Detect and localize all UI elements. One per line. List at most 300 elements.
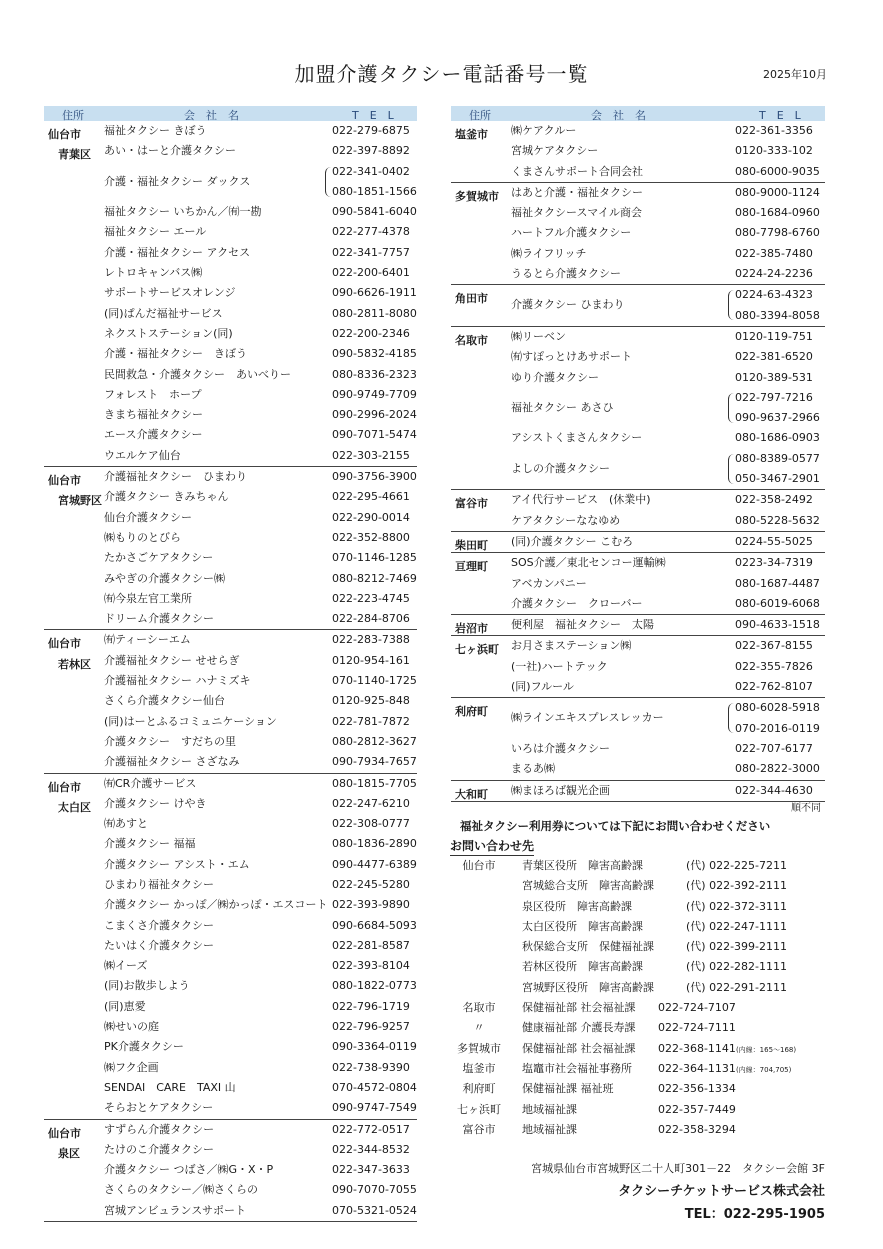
area-name: 富谷市 <box>455 497 488 511</box>
company-name: まるあ㈱ <box>511 762 555 776</box>
phone-number: 090-7070-7055 <box>332 1183 417 1197</box>
list-item <box>44 630 417 650</box>
inquiry-phone-number: (代) 022-282-1111 <box>686 960 788 974</box>
company-name: 介護タクシー クローバー <box>511 596 643 610</box>
area-section <box>44 467 417 630</box>
phone-number: 022-281-8587 <box>332 938 410 952</box>
area-name: 宮城野区 <box>58 494 102 508</box>
phone-number: 0120-389-531 <box>735 370 813 384</box>
list-item <box>451 121 825 141</box>
inquiry-row <box>450 876 850 896</box>
phone-number: 080-8212-7469 <box>332 571 417 585</box>
company-name: ㈲今泉左官工業所 <box>104 591 192 605</box>
area-section <box>451 285 825 327</box>
inquiry-office: 秋保総合支所 保健福祉課 <box>522 940 654 954</box>
company-name: 福祉タクシースマイル商会 <box>511 206 643 220</box>
list-item <box>451 615 825 635</box>
company-name: いろは介護タクシー <box>511 741 610 755</box>
company-name: こまくさ介護タクシー <box>104 918 214 932</box>
phone-number: 022-762-8107 <box>735 680 813 694</box>
inquiry-city: 富谷市 <box>462 1122 496 1136</box>
list-item <box>44 405 417 425</box>
phone-number: 0120-119-751 <box>735 329 813 343</box>
phone-number: 080-1684-0960 <box>735 206 820 220</box>
company-name: 介護福祉タクシー ハナミズキ <box>104 674 251 688</box>
phone-number: 080-1851-1566 <box>332 184 417 198</box>
inquiry-row <box>450 1120 850 1140</box>
list-item <box>44 1058 417 1078</box>
inquiry-row <box>450 856 850 876</box>
phone-number: 022-397-8892 <box>332 144 410 158</box>
phone-number: 080-2811-8080 <box>332 306 417 320</box>
inquiry-city: 塩釜市 <box>462 1061 496 1075</box>
inquiry-row <box>450 1079 850 1099</box>
phone-number: 022-797-7216 <box>735 390 813 404</box>
phone-number: 022-772-0517 <box>332 1122 410 1136</box>
inquiry-city: 七ヶ浜町 <box>457 1102 501 1116</box>
left-column <box>44 106 417 1222</box>
area-section <box>451 121 825 183</box>
inquiry-city: 利府町 <box>462 1082 496 1096</box>
phone-number: 022-781-7872 <box>332 714 410 728</box>
area-section <box>44 630 417 773</box>
list-item <box>44 1140 417 1160</box>
company-name: PK介護タクシー <box>104 1040 184 1054</box>
phone-number: 022-341-7757 <box>332 245 410 259</box>
phone-number: 022-344-4630 <box>735 783 813 797</box>
phone-number: 022-308-0777 <box>332 817 410 831</box>
list-item <box>44 425 417 445</box>
list-item <box>44 916 417 936</box>
phone-number: 0120-333-102 <box>735 144 813 158</box>
company-name: ドリーム介護タクシー <box>104 612 214 626</box>
inquiry-extension: (内線：704,705) <box>735 1065 792 1074</box>
phone-number: 090-9637-2966 <box>735 411 820 425</box>
inquiry-title: 福祉タクシー利用券については下記にお問い合わせください <box>460 819 771 833</box>
inquiry-phone-number: 022-356-1334 <box>658 1082 736 1096</box>
list-item <box>451 594 825 614</box>
inquiry-office: 地域福祉課 <box>522 1102 577 1116</box>
inquiry-office: 宮城野区役所 障害高齢課 <box>522 980 654 994</box>
list-item <box>44 834 417 854</box>
company-name: ㈲CR介護サービス <box>104 776 197 790</box>
list-item <box>44 141 417 161</box>
list-item <box>44 487 417 507</box>
list-item <box>44 1180 417 1200</box>
company-name: 介護・福祉タクシー アクセス <box>104 245 251 259</box>
company-name: 介護・福祉タクシー きぼう <box>104 347 247 361</box>
company-name: 介護タクシー つばさ／㈱G・X・P <box>104 1163 274 1177</box>
list-item <box>44 1160 417 1180</box>
company-name: 介護福祉タクシー せせらぎ <box>104 653 240 667</box>
list-item <box>451 781 825 801</box>
list-item <box>44 202 417 222</box>
phone-number: 070-1146-1285 <box>332 551 417 565</box>
list-item <box>451 162 825 182</box>
area-section <box>451 636 825 698</box>
company-name: ㈲あすと <box>104 817 148 831</box>
phone-number: 090-6684-5093 <box>332 918 417 932</box>
phone-number: 080-6028-5918 <box>735 701 820 715</box>
company-name: たかさごケアタクシー <box>104 551 214 565</box>
list-item <box>44 385 417 405</box>
phone-number: 090-4633-1518 <box>735 618 820 632</box>
phone-number: 080-8389-0577 <box>735 451 820 465</box>
inquiry-phone-number: (代) 022-399-2111 <box>686 940 788 954</box>
phone-number: 080-1815-7705 <box>332 776 417 790</box>
phone-number: 0224-55-5025 <box>735 534 813 548</box>
list-item <box>451 141 825 161</box>
area-name: 岩沼市 <box>455 622 488 636</box>
inquiry-office: 地域福祉課 <box>522 1122 577 1136</box>
company-name: (同)ぱんだ福祉サービス <box>104 306 223 320</box>
company-name: ひまわり福祉タクシー <box>104 877 214 891</box>
left-table-body <box>44 121 417 1222</box>
company-name: はあと介護・福祉タクシー <box>511 185 643 199</box>
list-item <box>451 532 825 552</box>
area-name: 名取市 <box>455 333 488 347</box>
list-item <box>44 936 417 956</box>
company-name: ㈱もりのとびら <box>104 530 181 544</box>
inquiry-phone-number: (代) 022-225-7211 <box>686 859 788 872</box>
list-item <box>44 446 417 466</box>
list-item <box>44 528 417 548</box>
phone-number: 022-295-4661 <box>332 490 410 504</box>
area-name: 柴田町 <box>455 538 488 552</box>
inquiry-office: 塩竈市社会福祉事務所 <box>522 1061 632 1075</box>
phone-number: 080-7798-6760 <box>735 226 820 240</box>
company-name: ウエルケア仙台 <box>104 448 181 462</box>
phone-number: 0120-954-161 <box>332 653 410 667</box>
area-name: 塩釜市 <box>455 128 488 141</box>
inquiry-office: 太白区役所 障害高齢課 <box>522 919 643 933</box>
area-section <box>451 532 825 553</box>
phone-number: 022-200-2346 <box>332 326 410 340</box>
inquiry-office: 若林区役所 障害高齢課 <box>522 960 643 974</box>
inquiry-row <box>450 978 850 998</box>
inquiry-phone <box>686 917 787 937</box>
inquiry-phone <box>686 856 787 876</box>
inquiry-phone-number: 022-724-7111 <box>658 1021 736 1035</box>
company-name: たけのこ介護タクシー <box>104 1142 214 1156</box>
phone-number: 090-4477-6389 <box>332 857 417 871</box>
phone-number: 022-352-8800 <box>332 530 410 544</box>
list-item <box>451 759 825 779</box>
phone-number: 022-303-2155 <box>332 448 410 462</box>
table-header <box>44 106 417 121</box>
list-item <box>451 285 825 326</box>
list-item <box>44 162 417 203</box>
area-section <box>451 490 825 532</box>
list-item <box>44 365 417 385</box>
phone-number: 022-385-7480 <box>735 246 813 260</box>
company-name: 介護福祉タクシー さざなみ <box>104 755 240 769</box>
list-item <box>44 243 417 263</box>
company-name: さくら介護タクシー仙台 <box>104 694 225 708</box>
phone-number: 022-290-0014 <box>332 510 410 524</box>
brace <box>728 290 735 320</box>
list-item <box>451 677 825 697</box>
inquiry-row <box>450 1100 850 1120</box>
list-item <box>44 1120 417 1140</box>
company-name: 介護・福祉タクシー ダックス <box>104 174 251 188</box>
company-name: みやぎの介護タクシー㈱ <box>104 571 225 585</box>
inquiry-phone-number: (代) 022-247-1111 <box>686 919 788 933</box>
area-name: 利府町 <box>455 705 488 719</box>
inquiry-phone <box>658 1100 736 1120</box>
list-item <box>451 739 825 759</box>
list-item <box>451 264 825 284</box>
header-tel: T E L <box>352 109 394 122</box>
company-name: あい・はーと介護タクシー <box>104 144 236 158</box>
order-note: 順不同 <box>791 803 821 814</box>
phone-number: 022-341-0402 <box>332 164 410 178</box>
list-item <box>44 732 417 752</box>
inquiry-phone-number: 022-357-7449 <box>658 1102 736 1116</box>
phone-number: 022-277-4378 <box>332 225 410 239</box>
phone-number: 022-393-8104 <box>332 959 410 973</box>
right-column <box>451 106 825 802</box>
company-name: 介護タクシー きみちゃん <box>104 490 229 504</box>
company-name: サポートサービスオレンジ <box>104 286 236 300</box>
phone-number: 080-8336-2323 <box>332 367 417 381</box>
company-name: ㈲すぽっとけあサポート <box>511 350 632 364</box>
inquiry-phone <box>686 957 787 977</box>
list-item <box>451 511 825 531</box>
phone-number: 090-2996-2024 <box>332 408 417 422</box>
company-name: うるとら介護タクシー <box>511 267 621 281</box>
list-item <box>44 855 417 875</box>
phone-number: 090-6626-1911 <box>332 286 417 300</box>
inquiry-extension: (内線：165～168) <box>735 1045 797 1054</box>
area-name: 仙台市 <box>48 128 81 141</box>
inquiry-phone <box>658 1120 736 1140</box>
company-name: 福祉タクシー きぼう <box>104 124 207 137</box>
inquiry-office: 青葉区役所 障害高齢課 <box>522 859 643 872</box>
company-name: 宮城アンビュランスサポート <box>104 1203 247 1217</box>
list-item <box>451 223 825 243</box>
brace <box>728 703 735 733</box>
inquiry-phone-number: 022-724-7107 <box>658 1001 736 1015</box>
inquiry-phone-number: 022-368-1141 <box>658 1041 736 1055</box>
list-item <box>44 956 417 976</box>
issue-date: 2025年10月 <box>763 68 827 81</box>
company-name: 介護タクシー けやき <box>104 796 207 810</box>
list-item <box>451 698 825 739</box>
company-name: エース介護タクシー <box>104 428 203 442</box>
list-item <box>44 774 417 794</box>
phone-number: 0223-34-7319 <box>735 556 813 570</box>
phone-number: 0224-24-2236 <box>735 267 813 281</box>
inquiry-row <box>450 1018 850 1038</box>
area-name: 若林区 <box>58 657 91 671</box>
phone-number: 022-367-8155 <box>735 639 813 653</box>
phone-number: 090-3756-3900 <box>332 470 417 484</box>
list-item <box>44 283 417 303</box>
list-item <box>451 490 825 510</box>
area-section <box>451 183 825 285</box>
phone-number: 080-5228-5632 <box>735 513 820 527</box>
phone-number: 022-200-6401 <box>332 266 410 280</box>
inquiry-row <box>450 1059 850 1079</box>
inquiry-phone <box>658 1079 736 1099</box>
phone-number: 090-5841-6040 <box>332 205 417 219</box>
phone-number: 090-7071-5474 <box>332 428 417 442</box>
inquiry-phone <box>686 978 787 998</box>
company-name: 介護タクシー すだちの里 <box>104 734 236 748</box>
company-name: ㈱ラインエキスプレスレッカー <box>511 711 664 725</box>
company-name: 便利屋 福祉タクシー 太陽 <box>511 618 654 632</box>
company-name: アイ代行サービス (休業中) <box>511 493 651 507</box>
inquiry-list <box>450 856 850 1140</box>
inquiry-office: 泉区役所 障害高齢課 <box>522 899 632 913</box>
list-item <box>451 183 825 203</box>
company-name: 福祉タクシー いちかん／㈲一勘 <box>104 205 262 219</box>
list-item <box>44 569 417 589</box>
company-name: アシストくまさんタクシー <box>511 431 643 445</box>
company-name: 介護タクシー アシスト・エム <box>104 857 250 871</box>
company-name: すずらん介護タクシー <box>104 1122 215 1136</box>
list-item <box>451 636 825 656</box>
list-item <box>44 1098 417 1118</box>
company-name: 介護福祉タクシー ひまわり <box>104 470 247 484</box>
list-item <box>44 752 417 772</box>
list-item <box>44 814 417 834</box>
phone-number: 070-5321-0524 <box>332 1203 417 1217</box>
area-section <box>451 698 825 780</box>
list-item <box>451 449 825 490</box>
area-section <box>44 774 417 1120</box>
area-name: 大和町 <box>455 787 488 801</box>
company-name: ケアタクシーななゆめ <box>511 513 621 527</box>
phone-number: 090-5832-4185 <box>332 347 417 361</box>
area-section <box>451 615 825 636</box>
company-name: ㈱ライフリッチ <box>511 246 587 260</box>
company-name: ㈱ケアクルー <box>511 124 577 137</box>
company-name: ㈱イーズ <box>104 959 148 973</box>
area-name: 仙台市 <box>48 780 81 794</box>
company-name: レトロキャンバス㈱ <box>104 266 203 280</box>
company-name: ハートフル介護タクシー <box>511 226 632 240</box>
company-name: ㈱せいの庭 <box>104 1020 159 1034</box>
phone-number: 022-223-4745 <box>332 591 410 605</box>
area-name: 泉区 <box>58 1146 80 1160</box>
company-name: たいはく介護タクシー <box>104 938 214 952</box>
company-name: 福祉タクシー エール <box>104 225 207 239</box>
inquiry-row <box>450 917 850 937</box>
area-section <box>44 1120 417 1222</box>
area-name: 亘理町 <box>455 560 488 574</box>
phone-number: 022-284-8706 <box>332 612 410 626</box>
company-name: 宮城ケアタクシー <box>511 144 599 158</box>
footer-address: 宮城県仙台市宮城野区二十人町301－22 タクシー会館 3F <box>531 1162 825 1175</box>
company-name: ㈱リーベン <box>511 329 566 343</box>
list-item <box>44 1017 417 1037</box>
list-item <box>451 347 825 367</box>
company-name: SOS介護／東北センコー運輸㈱ <box>511 556 666 570</box>
phone-number: 080-6019-6068 <box>735 596 820 610</box>
inquiry-phone <box>658 998 736 1018</box>
phone-number: 080-2812-3627 <box>332 734 417 748</box>
inquiry-phone <box>686 876 787 896</box>
area-name: 多賀城市 <box>455 189 499 203</box>
phone-number: 080-1686-0903 <box>735 431 820 445</box>
list-item <box>44 895 417 915</box>
area-name: 太白区 <box>58 800 91 814</box>
company-name: ゆり介護タクシー <box>511 370 599 384</box>
list-item <box>44 712 417 732</box>
phone-number: 080-1687-4487 <box>735 576 820 590</box>
phone-number: 050-3467-2901 <box>735 472 820 486</box>
area-name: 青葉区 <box>58 148 91 162</box>
inquiry-phone <box>686 937 787 957</box>
area-name: 仙台市 <box>48 637 81 651</box>
list-item <box>44 304 417 324</box>
company-name: ㈱フク企画 <box>104 1060 159 1074</box>
inquiry-phone-number: 022-364-1131 <box>658 1061 736 1075</box>
list-item <box>451 368 825 388</box>
footer-company: タクシーチケットサービス株式会社 <box>618 1184 825 1199</box>
inquiry-row <box>450 957 850 977</box>
phone-number: 022-347-3633 <box>332 1163 410 1177</box>
company-name: ㈲ティーシーエム <box>104 633 191 647</box>
phone-number: 022-393-9890 <box>332 898 410 912</box>
inquiry-phone-number: 022-358-3294 <box>658 1122 736 1136</box>
list-item <box>44 671 417 691</box>
header-company: 会 社 名 <box>184 109 239 122</box>
list-item <box>451 428 825 448</box>
list-item <box>44 548 417 568</box>
phone-number: 080-2822-3000 <box>735 762 820 776</box>
company-name: きまち福祉タクシー <box>104 408 203 422</box>
inquiry-phone <box>658 1039 796 1060</box>
phone-number: 080-1836-2890 <box>332 837 417 851</box>
footer-tel: TEL：022-295-1905 <box>684 1207 825 1222</box>
table-header <box>451 106 825 121</box>
company-name: 福祉タクシー あさひ <box>511 400 614 414</box>
area-name: 角田市 <box>455 292 488 306</box>
brace <box>325 167 332 197</box>
company-name: SENDAI CARE TAXI 山 <box>104 1080 236 1094</box>
list-item <box>44 324 417 344</box>
inquiry-city: 仙台市 <box>462 859 496 872</box>
company-name: くまさんサポート合同会社 <box>511 164 643 178</box>
phone-number: 022-344-8532 <box>332 1142 410 1156</box>
brace <box>728 454 735 484</box>
inquiry-phone-number: (代) 022-372-3111 <box>686 899 788 913</box>
list-item <box>44 589 417 609</box>
right-table-body <box>451 121 825 802</box>
header-area: 住所 <box>469 109 491 122</box>
area-section <box>451 553 825 615</box>
company-name: ネクストステーション(同) <box>104 326 233 340</box>
phone-number: 022-358-2492 <box>735 493 813 507</box>
phone-number: 022-245-5280 <box>332 877 410 891</box>
list-item <box>44 997 417 1017</box>
list-item <box>44 121 417 141</box>
list-item <box>44 467 417 487</box>
company-name: 介護タクシー かっぽ／㈱かっぽ・エスコート <box>104 898 328 912</box>
inquiry-office: 宮城総合支所 障害高齢課 <box>522 879 654 893</box>
company-name: アベカンパニー <box>511 576 587 590</box>
list-item <box>44 976 417 996</box>
phone-number: 022-796-1719 <box>332 999 410 1013</box>
company-name: 仙台介護タクシー <box>104 510 192 524</box>
phone-number: 090-3364-0119 <box>332 1040 417 1054</box>
inquiry-office: 保健福祉部 社会福祉課 <box>522 1041 636 1055</box>
list-item <box>451 244 825 264</box>
list-item <box>451 657 825 677</box>
